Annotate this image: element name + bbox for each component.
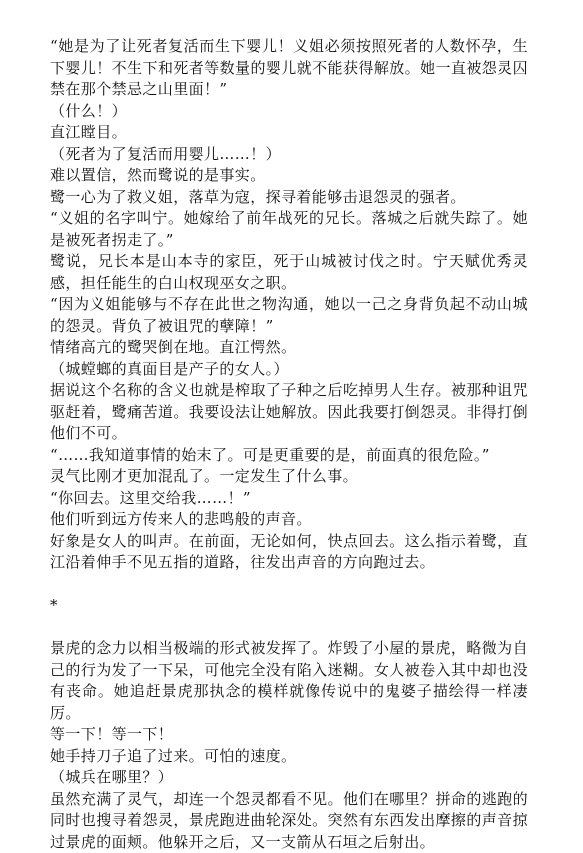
paragraph: 鹭说，兄长本是山本寺的家臣，死于山城被讨伐之时。宁天赋优秀灵感，担任能生的白山权现巫女之职。 [50, 251, 528, 294]
paragraph: （城兵在哪里？） [50, 767, 528, 789]
paragraph: （什么！） [50, 101, 528, 123]
paragraph: 他们听到远方传来人的悲鸣般的声音。 [50, 509, 528, 531]
paragraph: 灵气比刚才更加混乱了。一定发生了什么事。 [50, 466, 528, 488]
paragraph: “你回去。这里交给我……！” [50, 488, 528, 510]
paragraph: （死者为了复活而用婴儿……！） [50, 144, 528, 166]
paragraph: 情绪高亢的鹭哭倒在地。直江愕然。 [50, 337, 528, 359]
paragraph: “……我知道事情的始末了。可是更重要的是，前面真的很危险。” [50, 445, 528, 467]
section-gap [50, 617, 528, 639]
paragraph: 等一下！等一下！ [50, 724, 528, 746]
paragraph: 直江瞠目。 [50, 122, 528, 144]
section-separator: * [50, 595, 528, 617]
paragraph: 鹭一心为了救义姐，落草为寇，探寻着能够击退怨灵的强者。 [50, 187, 528, 209]
paragraph: 虽然充满了灵气，却连一个怨灵都看不见。他们在哪里？拼命的逃跑的同时也搜寻着怨灵，景虎跑进曲轮深处。突然有东西发出摩擦的声音掠过景虎的面颊。他躲开之后，又一支箭从石垣之后射出。 [50, 789, 528, 853]
paragraph: “因为义姐能够与不存在此世之物沟通，她以一己之身背负起不动山城的怨灵。背负了被诅咒的孽障！” [50, 294, 528, 337]
paragraph: 她手持刀子追了过来。可怕的速度。 [50, 746, 528, 768]
paragraph: 景虎的念力以相当极端的形式被发挥了。炸毁了小屋的景虎，略微为自己的行为发了一下呆，可他完全没有陷入迷糊。女人被卷入其中却也没有丧命。她追赶景虎那执念的模样就像传说中的鬼婆子描绘得一样凄厉。 [50, 638, 528, 724]
paragraph: “义姐的名字叫宁。她嫁给了前年战死的兄长。落城之后就失踪了。她是被死者拐走了。” [50, 208, 528, 251]
paragraph: 好象是女人的叫声。在前面，无论如何，快点回去。这么指示着鹭，直江沿着伸手不见五指的道路，往发出声音的方向跑过去。 [50, 531, 528, 574]
section-1 [50, 36, 528, 574]
section-gap [50, 574, 528, 596]
paragraph: 据说这个名称的含义也就是榨取了子种之后吃掉男人生存。被那种诅咒驱赶着，鹭痛苦道。我要设法让她解放。因此我要打倒怨灵。非得打倒他们不可。 [50, 380, 528, 445]
paragraph: “她是为了让死者复活而生下婴儿！义姐必须按照死者的人数怀孕，生下婴儿！不生下和死者等数量的婴儿就不能获得解放。她一直被怨灵囚禁在那个禁忌之山里面！” [50, 36, 528, 101]
paragraph: （城螳螂的真面目是产子的女人。） [50, 359, 528, 381]
section-2 [50, 638, 528, 853]
paragraph: 难以置信，然而鹭说的是事实。 [50, 165, 528, 187]
document-page [50, 36, 528, 853]
